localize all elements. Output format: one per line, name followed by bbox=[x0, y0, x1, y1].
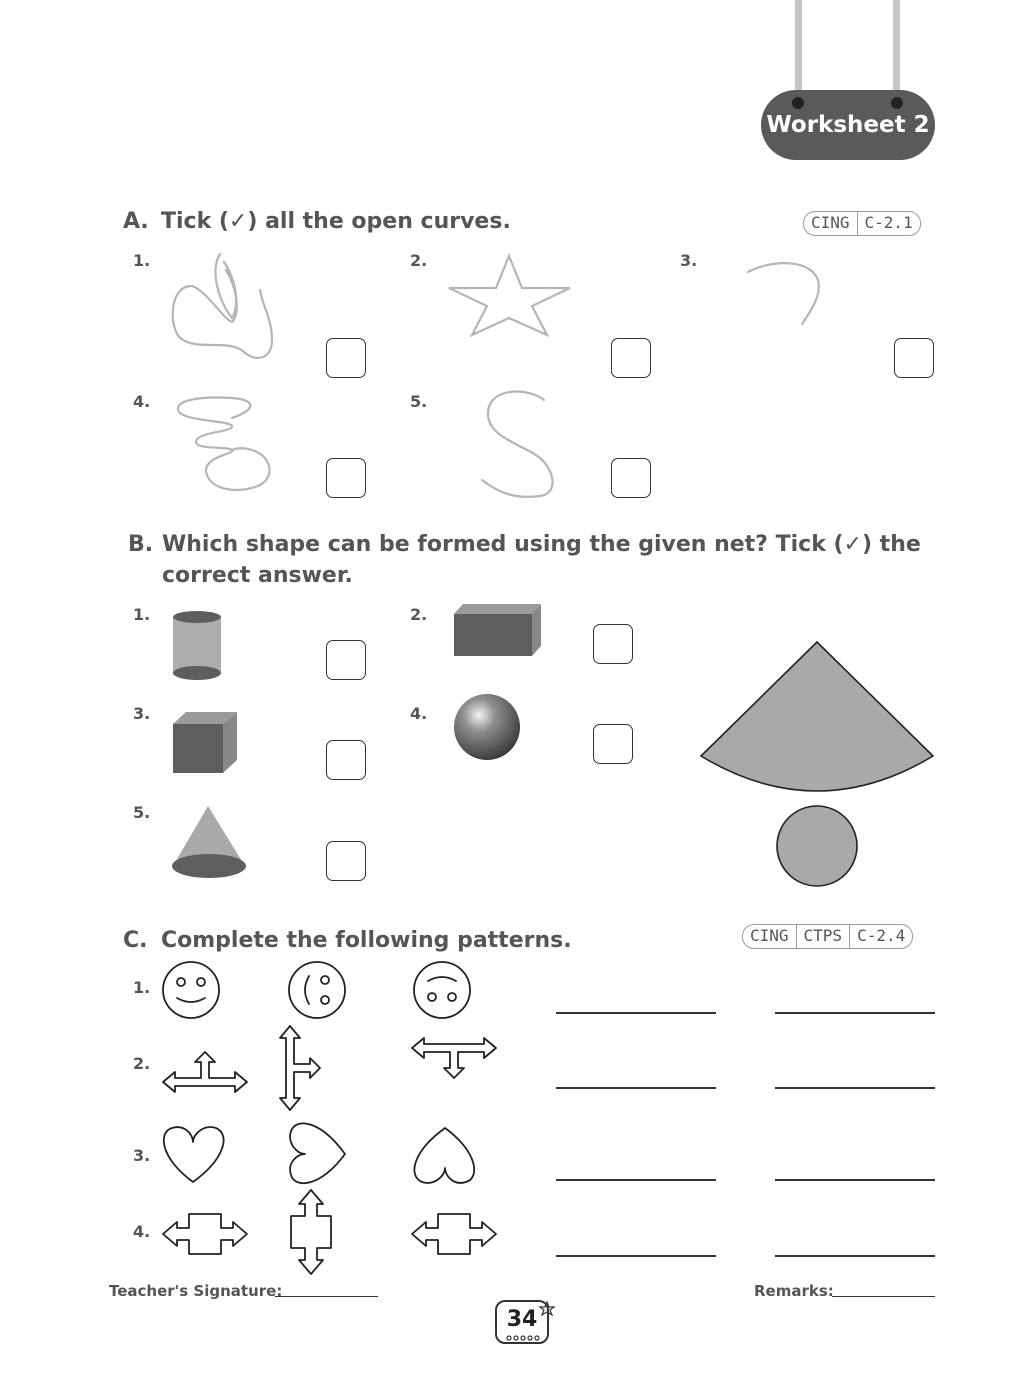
row-number: 4. bbox=[133, 1222, 151, 1241]
section-b-letter: B. bbox=[128, 532, 154, 557]
page-number: 34 bbox=[495, 1300, 549, 1344]
remarks-label: Remarks: bbox=[754, 1282, 834, 1300]
tag-c21: C-2.1 bbox=[857, 212, 920, 235]
answer-blank-1b[interactable] bbox=[775, 1012, 935, 1014]
section-b-instruction: Which shape can be formed using the given net? Tick (✓) the bbox=[162, 532, 921, 557]
item-number: 3. bbox=[133, 704, 151, 723]
heart-upside-down-icon bbox=[414, 1128, 474, 1183]
smiley-face-upside-down-icon bbox=[414, 962, 470, 1018]
section-c-instruction: Complete the following patterns. bbox=[161, 928, 572, 953]
item-number: 3. bbox=[680, 251, 698, 270]
row-number: 2. bbox=[133, 1054, 151, 1073]
item-number: 5. bbox=[410, 392, 428, 411]
item-number: 1. bbox=[133, 251, 151, 270]
answer-blank-3b[interactable] bbox=[775, 1179, 935, 1181]
teacher-signature-line[interactable] bbox=[275, 1296, 378, 1297]
answer-blank-2b[interactable] bbox=[775, 1087, 935, 1089]
item-number: 4. bbox=[133, 392, 151, 411]
item-number: 5. bbox=[133, 803, 151, 822]
item-number: 4. bbox=[410, 704, 428, 723]
answer-blank-2a[interactable] bbox=[556, 1087, 716, 1089]
remarks-line[interactable] bbox=[832, 1296, 935, 1297]
teacher-signature-label: Teacher's Signature: bbox=[109, 1282, 283, 1300]
section-a-letter: A. bbox=[123, 209, 149, 234]
worksheet-badge: Worksheet 2 bbox=[761, 90, 935, 160]
item-number: 2. bbox=[410, 251, 428, 270]
tag-c24: C-2.4 bbox=[849, 925, 912, 948]
smiley-face-rotated-icon bbox=[289, 962, 345, 1018]
answer-blank-3a[interactable] bbox=[556, 1179, 716, 1181]
t-arrow-down-icon bbox=[412, 1038, 496, 1078]
answer-blank-4a[interactable] bbox=[556, 1255, 716, 1257]
t-arrow-up-icon bbox=[163, 1052, 247, 1092]
tag-cing: CING bbox=[811, 213, 850, 232]
tag-cing: CING bbox=[750, 926, 789, 945]
answer-blank-4b[interactable] bbox=[775, 1255, 935, 1257]
item-number: 2. bbox=[410, 605, 428, 624]
answer-blank-1a[interactable] bbox=[556, 1012, 716, 1014]
item-number: 1. bbox=[133, 605, 151, 624]
heart-icon bbox=[164, 1127, 224, 1182]
smiley-face-icon bbox=[163, 962, 219, 1018]
heart-rotated-icon bbox=[290, 1123, 345, 1183]
row-number: 3. bbox=[133, 1146, 151, 1165]
row-number: 1. bbox=[133, 978, 151, 997]
section-b-instruction-2: correct answer. bbox=[162, 563, 353, 588]
tag-ctps: CTPS bbox=[796, 925, 850, 948]
section-c-letter: C. bbox=[123, 928, 148, 953]
plus-arrow-horizontal-icon bbox=[163, 1214, 247, 1254]
plus-arrow-horizontal-icon-2 bbox=[412, 1214, 496, 1254]
plus-arrow-vertical-icon bbox=[291, 1190, 331, 1274]
page-number-decor bbox=[495, 1300, 555, 1348]
t-arrow-right-icon bbox=[280, 1026, 320, 1110]
section-a-instruction: Tick (✓) all the open curves. bbox=[161, 209, 511, 234]
